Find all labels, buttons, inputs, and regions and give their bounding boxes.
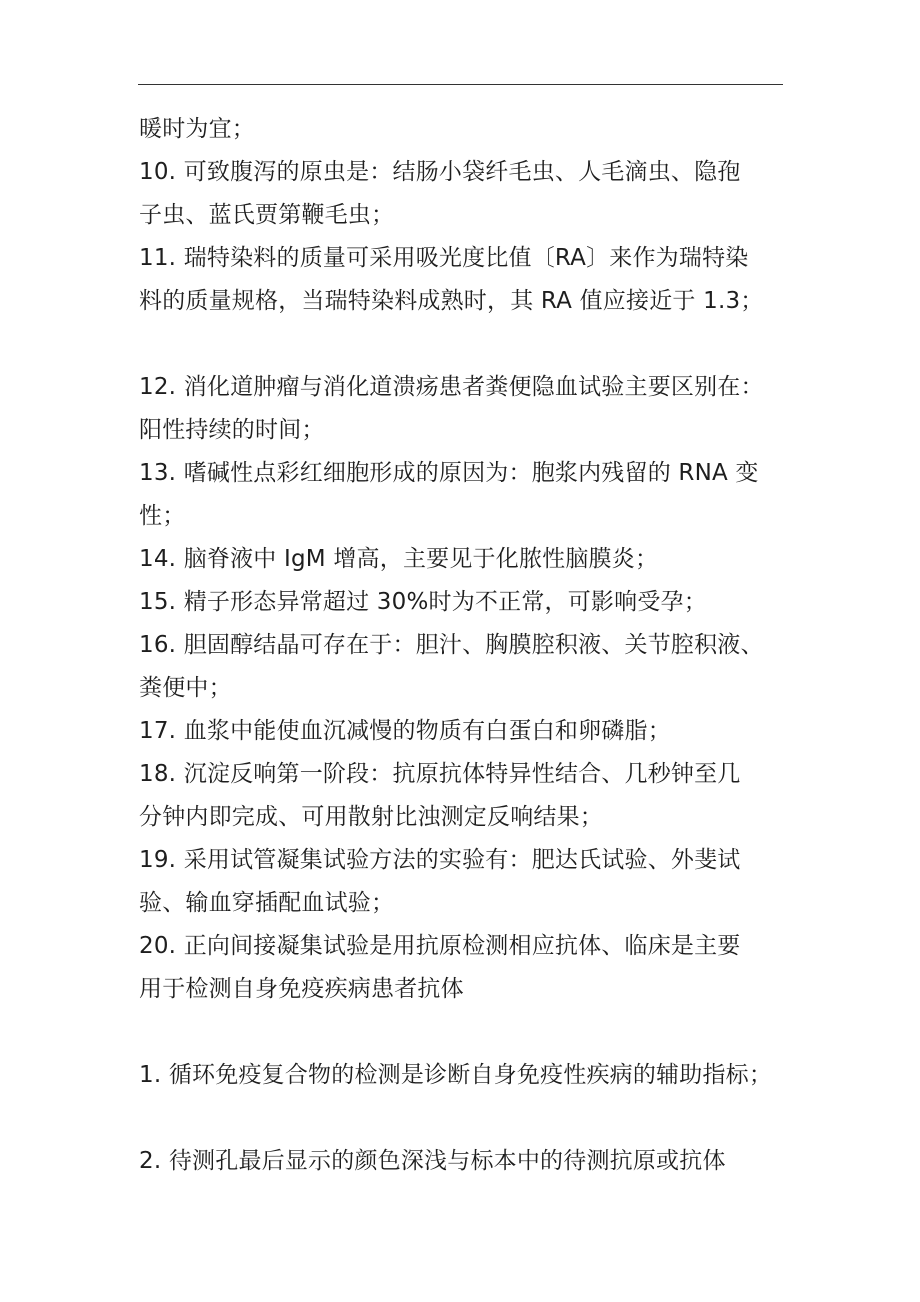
text-line: 20. 正向间接凝集试验是用抗原检测相应抗体、临床是主要 [139, 933, 741, 959]
text-line: 验、输血穿插配血试验； [139, 890, 395, 916]
text-line: 10. 可致腹泻的原虫是：结肠小袋纤毛虫、人毛滴虫、隐孢 [139, 159, 741, 185]
text-line: 性； [139, 503, 186, 529]
text-line: 分钟内即完成、可用散射比浊测定反响结果； [139, 804, 603, 830]
text-line: 子虫、蓝氏贾第鞭毛虫； [139, 202, 395, 228]
header-rule [138, 84, 783, 85]
text-line: 17. 血浆中能使血沉减慢的物质有白蛋白和卵磷脂； [139, 718, 671, 744]
text-line: 13. 嗜碱性点彩红细胞形成的原因为：胞浆内残留的 RNA 变 [139, 460, 759, 486]
text-line: 18. 沉淀反响第一阶段：抗原抗体特异性结合、几秒钟至几 [139, 761, 741, 787]
text-line: 14. 脑脊液中 IgM 增高，主要见于化脓性脑膜炎； [139, 546, 659, 572]
text-line: 粪便中； [139, 675, 232, 701]
text-line: 用于检测自身免疫疾病患者抗体 [139, 976, 464, 1002]
text-line: 19. 采用试管凝集试验方法的实验有：肥达氏试验、外斐试 [139, 847, 741, 873]
blank-line [139, 1011, 787, 1054]
document-body [139, 108, 787, 1183]
blank-line [139, 1097, 787, 1140]
text-line: 2. 待测孔最后显示的颜色深浅与标本中的待测抗原或抗体 [139, 1148, 726, 1174]
text-line: 阳性持续的时间； [139, 417, 325, 443]
blank-line [139, 323, 787, 366]
text-line: 16. 胆固醇结晶可存在于：胆汁、胸膜腔积液、关节腔积液、 [139, 632, 764, 658]
text-line: 暖时为宜； [139, 116, 255, 142]
text-line: 12. 消化道肿瘤与消化道溃疡患者粪便隐血试验主要区别在： [139, 374, 764, 400]
text-line: 1. 循环免疫复合物的检测是诊断自身免疫性疾病的辅助指标； [139, 1062, 773, 1088]
text-line: 料的质量规格，当瑞特染料成熟时，其 RA 值应接近于 1.3； [139, 288, 764, 314]
text-line: 11. 瑞特染料的质量可采用吸光度比值〔RA〕来作为瑞特染 [139, 245, 749, 271]
text-line: 15. 精子形态异常超过 30%时为不正常，可影响受孕； [139, 589, 707, 615]
